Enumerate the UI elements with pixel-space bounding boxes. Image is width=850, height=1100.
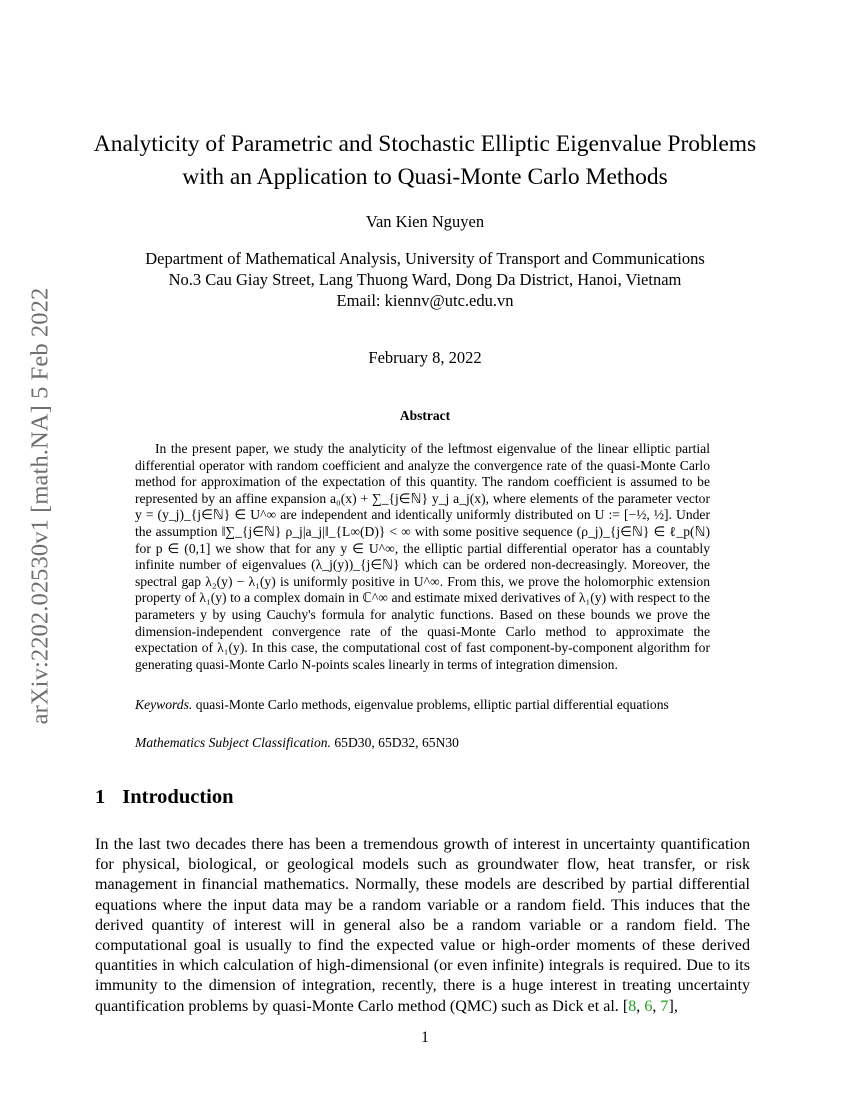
- section-number: 1: [95, 786, 106, 808]
- keywords-line: [135, 697, 710, 714]
- abstract-heading: Abstract: [399, 408, 451, 423]
- citation-close: ],: [668, 997, 678, 1015]
- citation-link[interactable]: 6: [644, 997, 653, 1015]
- affiliation-address: No.3 Cau Giay Street, Lang Thuong Ward, Dong Da District, Hanoi, Vietnam: [168, 270, 682, 289]
- section-title: Introduction: [122, 786, 234, 808]
- msc-label: Mathematics Subject Classification.: [135, 735, 331, 750]
- page-number: 1: [421, 1029, 429, 1046]
- arxiv-sidebar: [18, 250, 62, 762]
- author-name: Van Kien Nguyen: [365, 212, 485, 231]
- msc-line: [135, 735, 710, 752]
- intro-text: In the last two decades there has been a tremendous growth of interest in uncertainty quantification for physical, biological, or geological models such as groundwater flow, heat transfer, or risk management in financial mathematics. Normally, these models are described by partial differential equations where the input data may be a random variable or a random field. This induces that the derived quantity of interest will in general also be a random variable or a random field. The computational goal is usually to find the expected value or high-order moments of these derived quantities in which calculation of high-dimensional (or even infinite) integrals is required. Due to its immunity to the dimension of integration, recently, there is a huge interest in treating uncertainty quantification problems by quasi-Monte Carlo method (QMC) such as Dick et al.: [95, 836, 750, 1015]
- arxiv-identifier: arXiv:2202.02530v1 [math.NA] 5 Feb 2022: [26, 287, 53, 725]
- citation-link[interactable]: 7: [660, 997, 669, 1015]
- paper-title: Analyticity of Parametric and Stochastic Elliptic Eigenvalue Problems with an Application to Quasi-Monte Carlo Methods: [93, 131, 757, 190]
- msc-codes: 65D30, 65D32, 65N30: [334, 735, 459, 750]
- citation-link[interactable]: 8: [628, 997, 637, 1015]
- citation-separator: ,: [652, 997, 661, 1015]
- affiliation-department: Department of Mathematical Analysis, University of Transport and Communications: [145, 249, 705, 268]
- keywords-text: quasi-Monte Carlo methods, eigenvalue problems, elliptic partial differential equations: [195, 697, 669, 712]
- affiliation-block: [0, 248, 850, 311]
- intro-paragraph: [95, 835, 750, 1017]
- author-email: Email: kiennv@utc.edu.vn: [336, 291, 514, 310]
- abstract-text: In the present paper, we study the analyticity of the leftmost eigenvalue of the linear elliptic partial differential operator with random coefficient and analyze the convergence rate of the quasi-Monte Carlo method for approximation of the expectation of this quantity. The random coefficient is assumed to be represented by an affine expansion a₀(x) + ∑_{j∈ℕ} y_j a_j(x), where elements of the parameter vector y = (y_j)_{j∈ℕ} ∈ U^∞ are independent and identically uniformly distributed on U := [−½, ½]. Under the assumption ‖∑_{j∈ℕ} ρ_j|a_j|‖_{L∞(D)} < ∞ with some positive sequence (ρ_j)_{j∈ℕ} ∈ ℓ_p(ℕ) for p ∈ (0,1] we show that for any y ∈ U^∞, the elliptic partial differential operator has a countably infinite number of eigenvalues (λ_j(y))_{j∈ℕ} which can be ordered non-decreasingly. Moreover, the spectral gap λ₂(y) − λ₁(y) is uniformly positive in U^∞. From this, we prove the holomorphic extension property of λ₁(y) to a complex domain in ℂ^∞ and estimate mixed derivatives of λ₁(y) with respect to the parameters y by using Cauchy's formula for analytic functions. Based on these bounds we prove the dimension-independent convergence rate of the quasi-Monte Carlo method to approximate the expectation of λ₁(y). In this case, the computational cost of fast component-by-component algorithm for generating quasi-Monte Carlo N-points scales linearly in terms of integration dimension.: [135, 441, 710, 672]
- citation-open: [: [622, 997, 629, 1015]
- citation-separator: ,: [636, 997, 645, 1015]
- section-heading: [95, 786, 234, 809]
- keywords-label: Keywords.: [135, 697, 193, 712]
- paper-date: February 8, 2022: [368, 348, 482, 367]
